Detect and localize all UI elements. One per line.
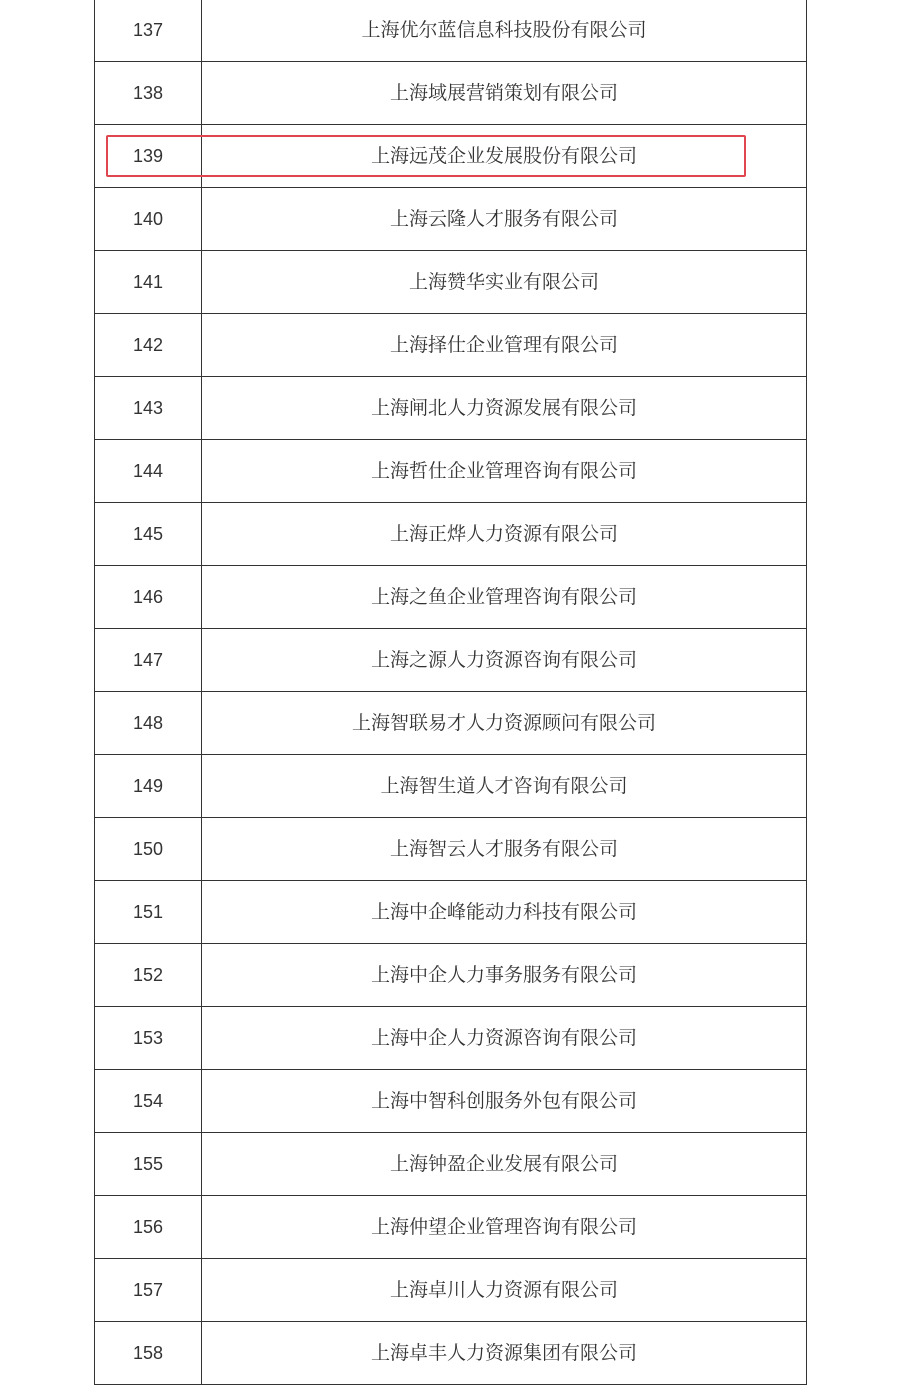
row-number: 158 (95, 1322, 202, 1385)
row-number: 148 (95, 692, 202, 755)
company-name: 上海钟盈企业发展有限公司 (202, 1133, 807, 1196)
company-list-table (94, 0, 807, 1385)
row-number: 157 (95, 1259, 202, 1322)
company-list-table-wrapper (94, 0, 807, 1385)
table-row (95, 692, 807, 755)
company-name: 上海中企人力资源咨询有限公司 (202, 1007, 807, 1070)
table-row (95, 0, 807, 62)
company-name: 上海云隆人才服务有限公司 (202, 188, 807, 251)
table-row (95, 755, 807, 818)
table-row (95, 251, 807, 314)
company-name: 上海智云人才服务有限公司 (202, 818, 807, 881)
row-number: 138 (95, 62, 202, 125)
company-name: 上海闸北人力资源发展有限公司 (202, 377, 807, 440)
table-row (95, 377, 807, 440)
row-number: 144 (95, 440, 202, 503)
company-name: 上海之鱼企业管理咨询有限公司 (202, 566, 807, 629)
row-number: 156 (95, 1196, 202, 1259)
row-number: 147 (95, 629, 202, 692)
company-name: 上海择仕企业管理有限公司 (202, 314, 807, 377)
company-name: 上海中企人力事务服务有限公司 (202, 944, 807, 1007)
table-row (95, 818, 807, 881)
row-number: 152 (95, 944, 202, 1007)
table-row (95, 944, 807, 1007)
company-name: 上海赞华实业有限公司 (202, 251, 807, 314)
company-name: 上海哲仕企业管理咨询有限公司 (202, 440, 807, 503)
row-number: 146 (95, 566, 202, 629)
row-number: 140 (95, 188, 202, 251)
table-row (95, 1070, 807, 1133)
table-row (95, 440, 807, 503)
table-row (95, 503, 807, 566)
table-row (95, 629, 807, 692)
row-number: 141 (95, 251, 202, 314)
company-name: 上海卓丰人力资源集团有限公司 (202, 1322, 807, 1385)
company-name: 上海优尔蓝信息科技股份有限公司 (202, 0, 807, 62)
row-number: 155 (95, 1133, 202, 1196)
table-row (95, 188, 807, 251)
row-number: 139 (95, 125, 202, 188)
company-name: 上海远茂企业发展股份有限公司 (202, 125, 807, 188)
company-name: 上海智生道人才咨询有限公司 (202, 755, 807, 818)
table-row (95, 1196, 807, 1259)
company-name: 上海中智科创服务外包有限公司 (202, 1070, 807, 1133)
table-row (95, 62, 807, 125)
table-row (95, 1259, 807, 1322)
company-name: 上海卓川人力资源有限公司 (202, 1259, 807, 1322)
table-row (95, 881, 807, 944)
table-row (95, 1133, 807, 1196)
row-number: 154 (95, 1070, 202, 1133)
row-number: 143 (95, 377, 202, 440)
table-row (95, 566, 807, 629)
company-name: 上海域展营销策划有限公司 (202, 62, 807, 125)
row-number: 153 (95, 1007, 202, 1070)
row-number: 137 (95, 0, 202, 62)
row-number: 145 (95, 503, 202, 566)
company-name: 上海仲望企业管理咨询有限公司 (202, 1196, 807, 1259)
table-row (95, 1007, 807, 1070)
company-list-body (95, 0, 807, 1385)
row-number: 150 (95, 818, 202, 881)
company-name: 上海之源人力资源咨询有限公司 (202, 629, 807, 692)
company-name: 上海智联易才人力资源顾问有限公司 (202, 692, 807, 755)
row-number: 142 (95, 314, 202, 377)
row-number: 151 (95, 881, 202, 944)
table-row (95, 314, 807, 377)
table-row-highlighted (95, 125, 807, 188)
row-number: 149 (95, 755, 202, 818)
table-row (95, 1322, 807, 1385)
company-name: 上海中企峰能动力科技有限公司 (202, 881, 807, 944)
company-name: 上海正烨人力资源有限公司 (202, 503, 807, 566)
